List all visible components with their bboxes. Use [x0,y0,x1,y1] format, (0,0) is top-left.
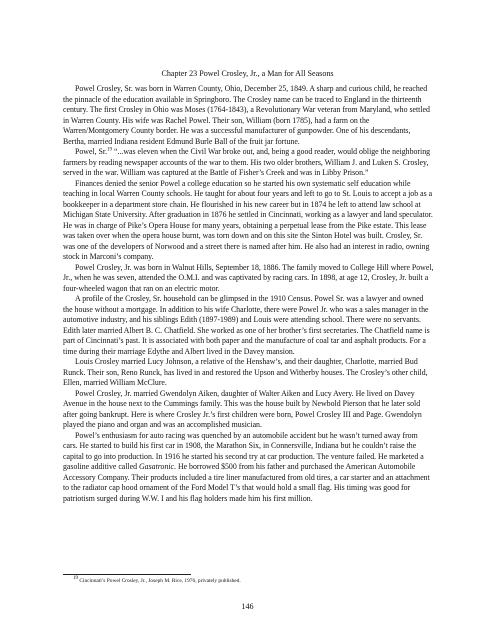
paragraph-8-start: Powel’s enthusiasm for auto racing was quenched by an automobile accident but he wasn’t turned away from cars. He started to build his first car in 1908, the Marathon Six, in Connersville, Indiana but he couldn’t raise the capital to go into production. In 1916 he started his second try at car production. The venture failed. He marketed a gasoline additive called [63,430,424,471]
chapter-title: Chapter 23 Powel Crosley, Jr., a Man for All Seasons [161,69,334,78]
body-text [63,84,434,504]
footnote-number: 19 [73,576,78,582]
paragraph-7: Powel Crosley, Jr. married Gwendolyn Aiken, daughter of Walter Aiken and Lucy Avery. He lived on Davey Avenue in the house next to the Cummings family. This was the house built by Newbold Pierson that he later sold after going bankrupt. Here is where Crosley Jr.’s first children were born, Powel Crosley III and Page. Gwendolyn played the piano and organ and was an accomplished musician. [63,388,422,429]
paragraph-2-rest: “...was eleven when the Civil War broke out, and, being a good reader, would oblige the neighboring farmers by reading newspaper accounts of the war to them. His two older brothers, William J. and Luken S. Crosley, served in the war. William was captured at the Battle of Fisher’s Creek and was in Libby Prison.” [63,147,431,177]
footnote-reference: 19 [107,147,113,153]
product-name: Gasatronic [139,462,175,471]
paragraph-3: Finances denied the senior Powel a college education so he started his own systematic self education while teaching in local Warren County schools. He taught for about four years and left to go to St. Louis to accept a job as a bookkeeper in a department store chain. He flourished in his new career but in 1874 he left to attend law school at Michigan State University. After graduation in 1876 he settled in Cincinnati, working as a lawyer and land speculator. He was in charge of Pike’s Opera House for many years, obtaining a perpetual lease from the Pike estate. This lease was taken over when the opera house burnt, was torn down and on this site the Sinton Hotel was built. Crosley, Sr. was one of the developers of Norwood and a street there is named after him. He also had an interest in radio, owning stock in Marconi’s company. [63,178,433,261]
footnote-divider [63,574,191,575]
paragraph-2 [63,147,434,179]
paragraph-8-rest: . He borrowed $500 from his father and purchased the American Automobile Accessory Company. Their products included a tire liner manufactured from old tires, a car starter and an attachment to the radiator cap hood ornament of the Ford Model T’s that would hold a small flag. His timing was good for patriotism surged during W.W. I and his flag holders made him his first million. [63,462,430,503]
page-number: 146 [241,602,254,611]
paragraph-2-start: Powel, Sr. [75,147,108,156]
paragraph-6: Louis Crosley married Lucy Johnson, a relative of the Henshaw’s, and their daughter, Charlotte, married Bud Runck. Their son, Reno Runck, has lived in and restored the Upson and Witherby houses. The Crosley’s other child, Ellen, married William McClure. [63,357,428,387]
paragraph-8 [63,431,434,505]
paragraph-1: Powel Crosley, Sr. was born in Warren County, Ohio, December 25, 1849. A sharp and curious child, he reached the pinnacle of the education available in Springboro. The Crosley name can be traced to England in the thirteenth century. The first Crosley in Ohio was Moses (1764-1843), a Revolutionary War veteran from Maryland, who settled in Warren County. His wife was Rachel Powel. Their son, William (born 1785), had a farm on the Warren/Montgomery County border. He was a successful manufacturer of gunpowder. One of his descendants, Bertha, married Indiana resident Edmund Burle Ball of the fruit jar fortune. [63,84,430,146]
footnote [63,578,434,585]
footnote-text: Cincinnati’s Powel Crosley, Jr., Joseph M. Rice, 1976, privately published. [78,578,241,584]
paragraph-4: Powel Crosley, Jr. was born in Walnut Hills, September 18, 1886. The family moved to College Hill where Powel, Jr., when he was seven, attended the O.M.I. and was captivated by racing cars. In 1898, at age 12, Crosley, Jr. built a four-wheeled wagon that ran on an electric motor. [63,262,434,293]
paragraph-5: A profile of the Crosley, Sr. household can be glimpsed in the 1910 Census. Powel Sr. was a lawyer and owned the house without a mortgage. In addition to his wife Charlotte, there were Powel Jr. who was a sales manager in the automotive industry, and his siblings Edith (1897-1989) and Louis were attending school. There were no servants. Edith later married Albert B. C. Chatfield. She worked as one of her brother’s first secretaries. The Chatfield name is part of Cincinnati’s past. It is associated with both paper and the manufacture of coal tar and asphalt products. For a time during their marriage Edythe and Albert lived in the Davey mansion. [63,294,430,356]
